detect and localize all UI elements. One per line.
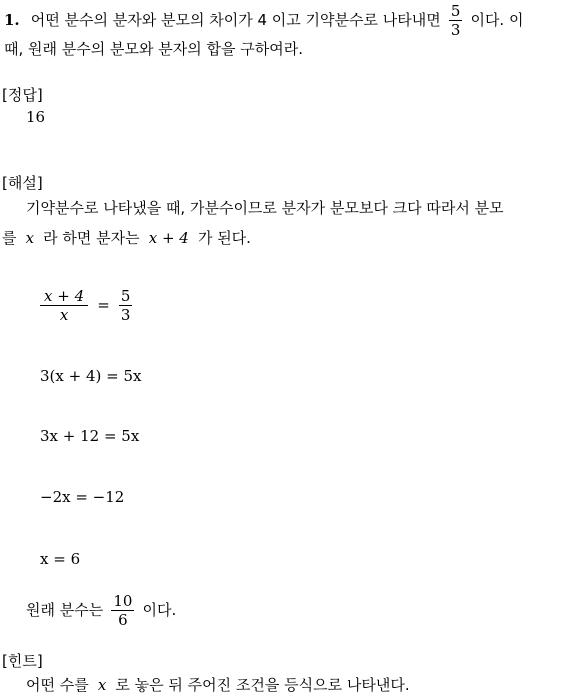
- eq1-left-numerator: x + 4: [40, 287, 88, 306]
- solution-line2-part3: 가 된다.: [197, 229, 251, 247]
- answer-value: 16: [26, 108, 46, 126]
- equation-4: −2x = −12: [40, 488, 125, 506]
- solution-label: [해설]: [2, 174, 43, 192]
- fraction-numerator: 5: [450, 2, 461, 20]
- hint-variable-x: x: [97, 676, 107, 694]
- hint-part2: 로 놓은 뒤 주어진 조건을 등식으로 나타낸다.: [115, 676, 410, 694]
- solution-line2: [2, 227, 251, 248]
- equation-5: x = 6: [40, 550, 81, 568]
- problem-text-part1: 어떤 분수의 분자와 분모의 차이가 4 이고 기약분수로 나타내면: [30, 11, 441, 29]
- solution-conclusion: [26, 592, 176, 629]
- eq1-right-denominator: 3: [120, 306, 131, 324]
- problem-text-line2: 때, 원래 분수의 분모와 분자의 합을 구하여라.: [4, 40, 303, 58]
- conclusion-fraction: [111, 592, 134, 629]
- problem-statement: [4, 2, 523, 39]
- eq1-equals: =: [97, 296, 110, 314]
- eq1-left-denominator: x: [59, 306, 69, 324]
- conclusion-numerator: 10: [113, 592, 133, 610]
- eq1-right-fraction: [119, 287, 133, 324]
- conclusion-denominator: 6: [118, 611, 128, 629]
- eq1-right-numerator: 5: [120, 287, 131, 305]
- hint-part1: 어떤 수를: [26, 676, 89, 694]
- problem-fraction: [449, 2, 463, 39]
- answer-label: [정답]: [2, 86, 43, 104]
- hint-text: [26, 674, 410, 695]
- conclusion-part1: 원래 분수는: [26, 601, 104, 619]
- hint-label: [힌트]: [2, 652, 43, 670]
- solution-line2-part2: 라 하면 분자는: [43, 229, 140, 247]
- problem-number: 1.: [4, 11, 20, 29]
- expression-x-plus-4: x + 4: [148, 229, 189, 247]
- equation-3: 3x + 12 = 5x: [40, 427, 140, 445]
- equation-2: 3(x + 4) = 5x: [40, 367, 142, 385]
- conclusion-part2: 이다.: [142, 601, 177, 619]
- solution-line1: 기약분수로 나타냈을 때, 가분수이므로 분자가 분모보다 크다 따라서 분모: [26, 199, 504, 217]
- variable-x: x: [25, 229, 35, 247]
- problem-text-part2: 이다. 이: [470, 11, 524, 29]
- equation-1: [40, 287, 132, 324]
- fraction-denominator: 3: [450, 21, 461, 39]
- eq1-left-fraction: [40, 287, 88, 324]
- solution-line2-part1: 를: [2, 229, 17, 247]
